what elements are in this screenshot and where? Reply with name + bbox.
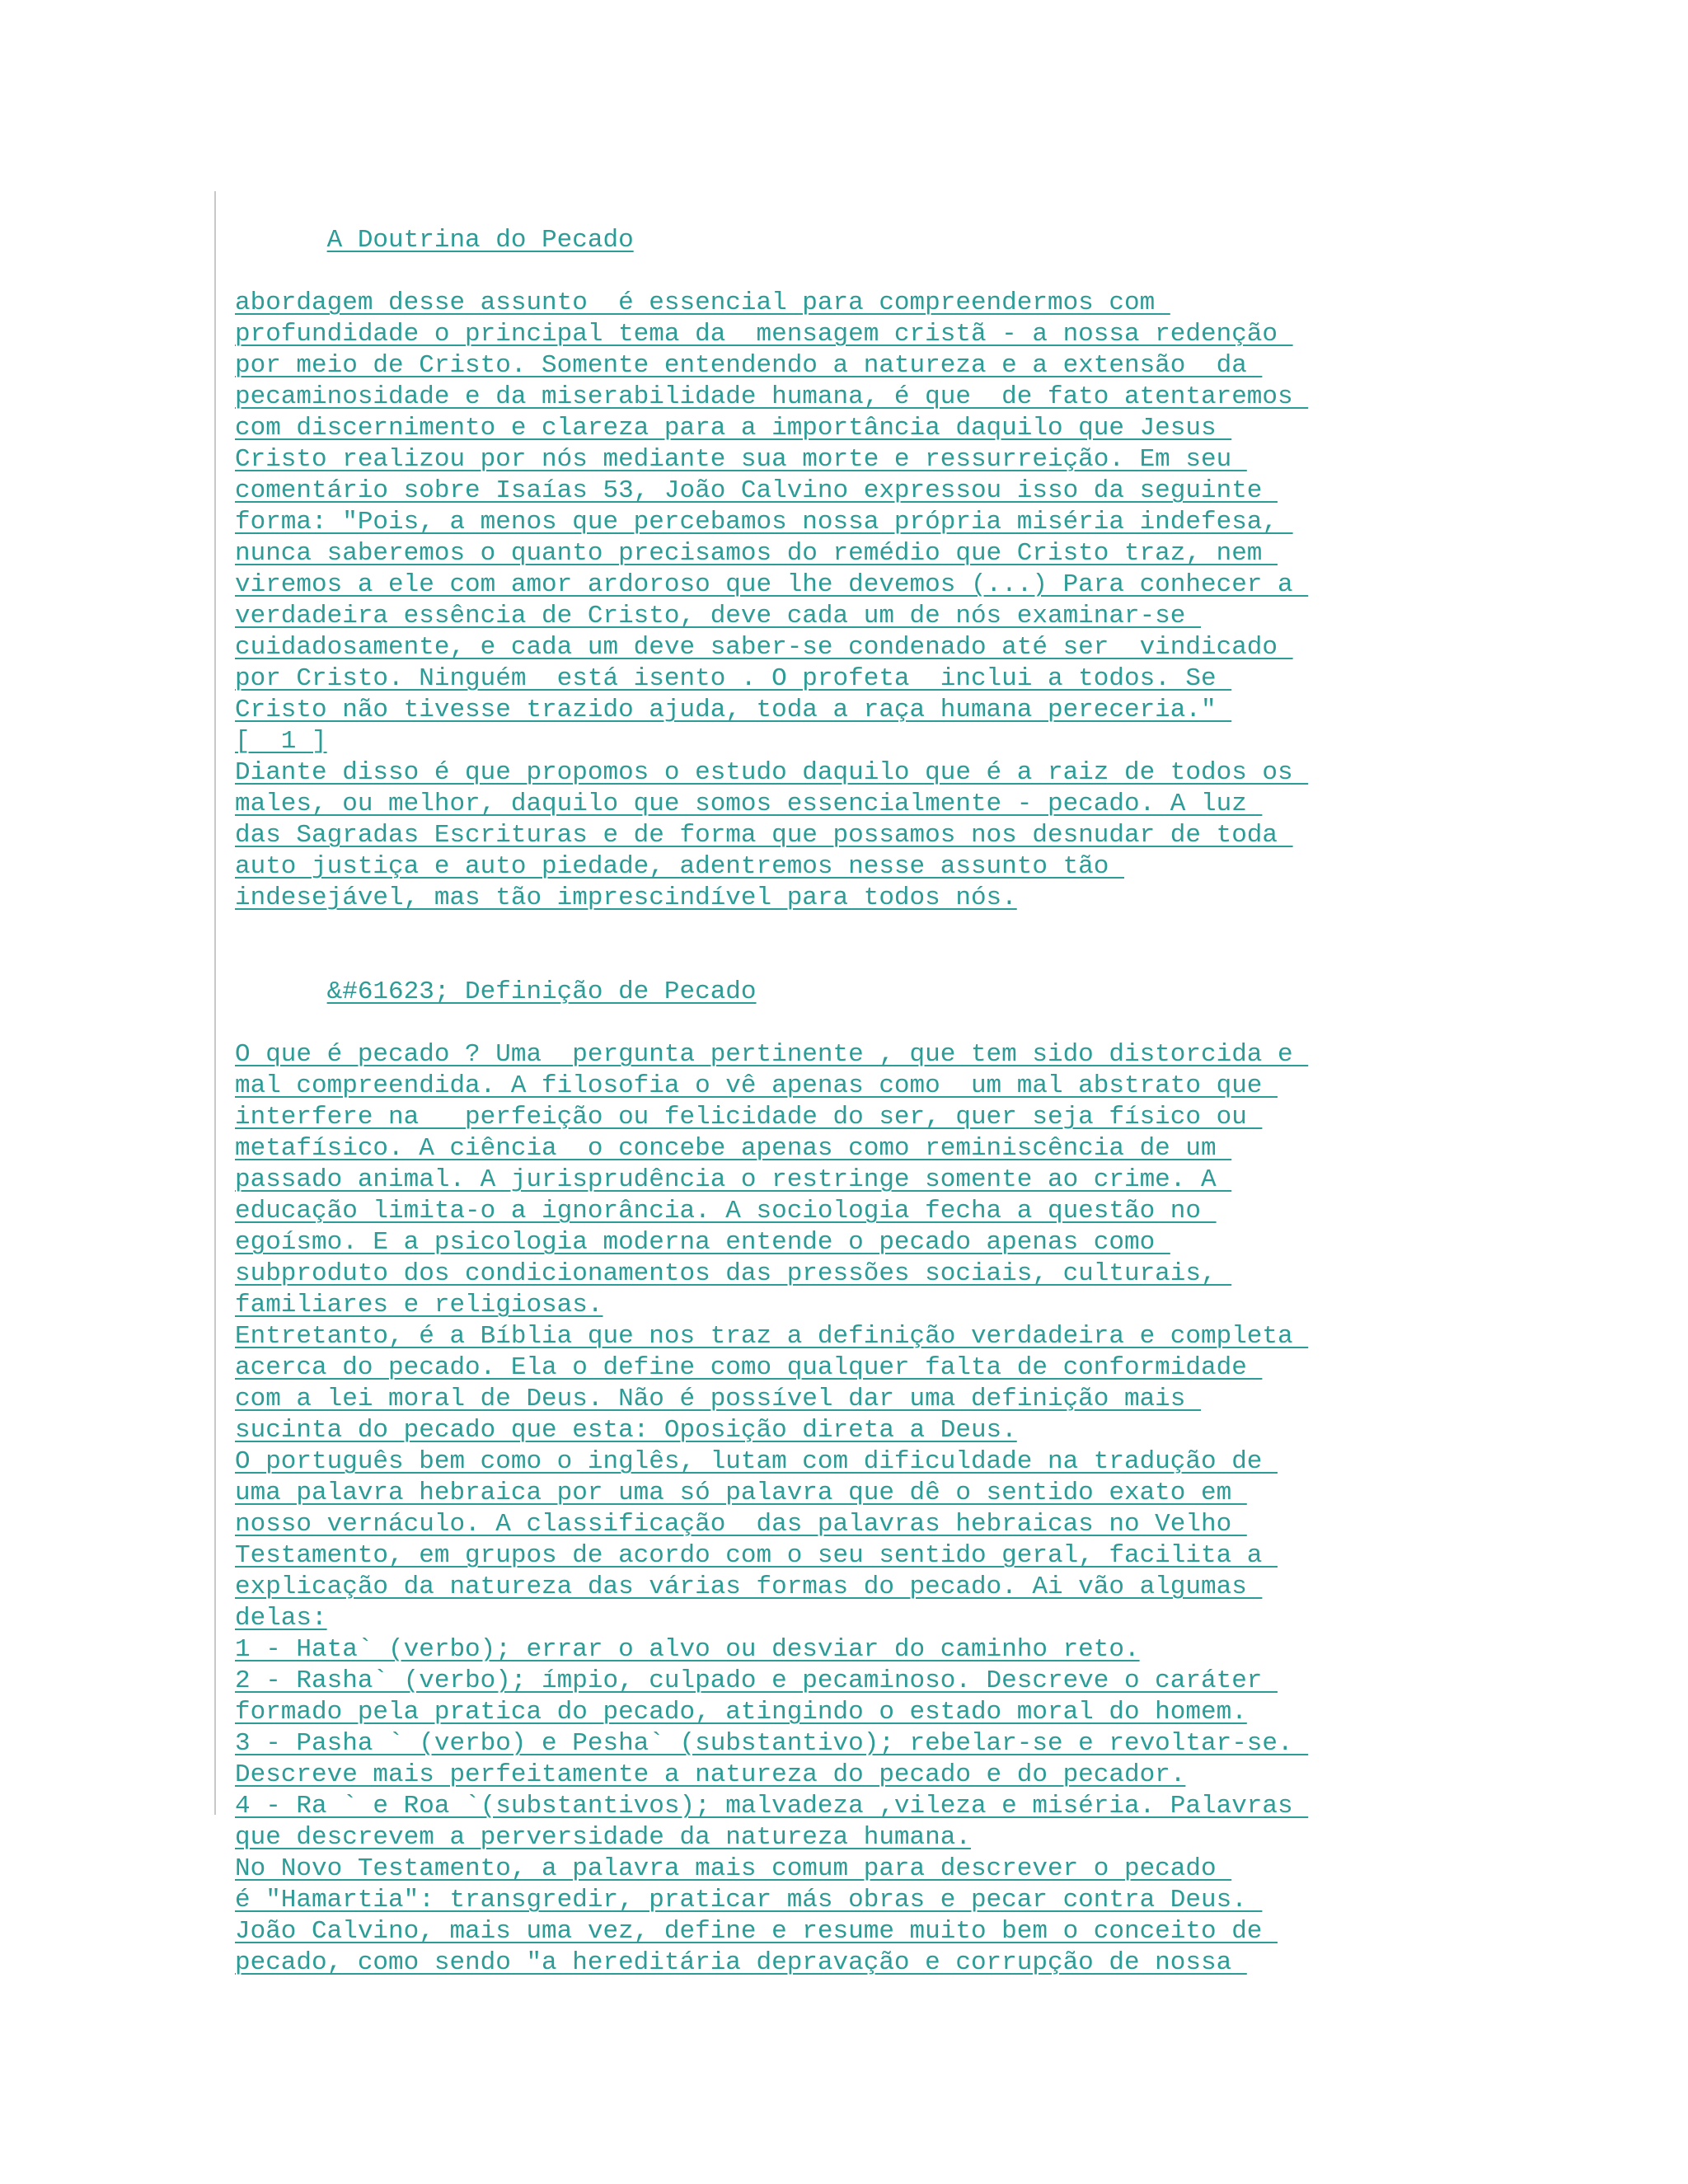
text-line — [235, 1071, 1422, 1102]
text-line-link[interactable]: com discernimento e clareza para a importância daquilo que Jesus — [235, 414, 1232, 443]
text-line-link[interactable]: delas: — [235, 1604, 327, 1633]
text-line-link[interactable]: auto justiça e auto piedade, adentremos nesse assunto tão — [235, 852, 1124, 881]
text-line — [235, 382, 1422, 413]
text-line-link[interactable]: abordagem desse assunto é essencial para compreendermos com — [235, 288, 1170, 317]
text-line — [235, 1415, 1422, 1446]
definition-section — [235, 1039, 1422, 1979]
document-title-line — [235, 194, 1422, 255]
text-line — [235, 444, 1422, 476]
text-line-link[interactable]: comentário sobre Isaías 53, João Calvino expressou isso da seguinte — [235, 476, 1278, 505]
text-line — [235, 1039, 1422, 1071]
text-line — [235, 1321, 1422, 1352]
text-line-link[interactable]: familiares e religiosas. — [235, 1291, 603, 1319]
text-line-link[interactable]: [ 1 ] — [235, 727, 327, 756]
text-line — [235, 1697, 1422, 1728]
text-line — [235, 601, 1422, 632]
text-line — [235, 1822, 1422, 1854]
text-line-link[interactable]: João Calvino, mais uma vez, define e resume muito bem o conceito de — [235, 1917, 1278, 1946]
text-line-link[interactable]: sucinta do pecado que esta: Oposição direta a Deus. — [235, 1416, 1017, 1445]
text-line-link[interactable]: formado pela pratica do pecado, atingindo o estado moral do homem. — [235, 1698, 1247, 1727]
spacer — [235, 914, 1422, 945]
text-line-link[interactable]: forma: "Pois, a menos que percebamos nossa própria miséria indefesa, — [235, 508, 1293, 537]
text-line-link[interactable]: No Novo Testamento, a palavra mais comum para descrever o pecado — [235, 1854, 1232, 1883]
text-line-link[interactable]: com a lei moral de Deus. Não é possível dar uma definição mais — [235, 1385, 1201, 1413]
text-line-link[interactable]: profundidade o principal tema da mensagem cristã - a nossa redenção — [235, 320, 1293, 349]
text-line — [235, 1728, 1422, 1760]
document-body — [235, 194, 1422, 1979]
text-line-link[interactable]: Cristo não tivesse trazido ajuda, toda a raça humana pereceria." — [235, 696, 1232, 724]
text-line — [235, 1666, 1422, 1697]
text-line-link[interactable]: acerca do pecado. Ela o define como qualquer falta de conformidade — [235, 1353, 1263, 1382]
text-line — [235, 1634, 1422, 1666]
text-line-link[interactable]: nunca saberemos o quanto precisamos do remédio que Cristo traz, nem — [235, 539, 1278, 568]
text-line — [235, 350, 1422, 382]
text-line-link[interactable]: 3 - Pasha ` (verbo) e Pesha` (substantivo); rebelar-se e revoltar-se. — [235, 1729, 1309, 1758]
text-line-link[interactable]: viremos a ele com amor ardoroso que lhe devemos (...) Para conhecer a — [235, 570, 1309, 599]
text-line-link[interactable]: interfere na perfeição ou felicidade do ser, quer seja físico ou — [235, 1103, 1263, 1132]
text-line-link[interactable]: O português bem como o inglês, lutam com dificuldade na tradução de — [235, 1447, 1278, 1476]
text-line-link[interactable]: O que é pecado ? Uma pergunta pertinente , que tem sido distorcida e — [235, 1040, 1309, 1069]
text-line-link[interactable]: subproduto dos condicionamentos das pressões sociais, culturais, — [235, 1259, 1232, 1288]
text-line-link[interactable]: é "Hamartia": transgredir, praticar más obras e pecar contra Deus. — [235, 1886, 1263, 1915]
text-line-link[interactable]: que descrevem a perversidade da natureza humana. — [235, 1823, 971, 1852]
text-line — [235, 1509, 1422, 1540]
text-line-link[interactable]: Descreve mais perfeitamente a natureza do pecado e do pecador. — [235, 1760, 1186, 1789]
text-line — [235, 1102, 1422, 1133]
text-line — [235, 1854, 1422, 1885]
text-line — [235, 820, 1422, 851]
text-line — [235, 1384, 1422, 1415]
text-line — [235, 1947, 1422, 1979]
text-line-link[interactable]: uma palavra hebraica por uma só palavra que dê o sentido exato em — [235, 1479, 1247, 1507]
text-line-link[interactable]: cuidadosamente, e cada um deve saber-se condenado até ser vindicado — [235, 633, 1293, 662]
text-line — [235, 663, 1422, 695]
text-line — [235, 538, 1422, 569]
text-line — [235, 1133, 1422, 1165]
text-line-link[interactable]: nosso vernáculo. A classificação das palavras hebraicas no Velho — [235, 1510, 1247, 1539]
text-line-link[interactable]: males, ou melhor, daquilo que somos essencialmente - pecado. A luz — [235, 790, 1263, 818]
text-line — [235, 476, 1422, 507]
text-line — [235, 1478, 1422, 1509]
text-line — [235, 1290, 1422, 1321]
text-line — [235, 1791, 1422, 1822]
text-line-link[interactable]: 4 - Ra ` e Roa `(substantivos); malvadeza ,vileza e miséria. Palavras — [235, 1792, 1309, 1821]
text-line — [235, 507, 1422, 538]
text-line — [235, 726, 1422, 757]
text-line — [235, 757, 1422, 789]
text-line-link[interactable]: Diante disso é que propomos o estudo daquilo que é a raiz de todos os — [235, 758, 1309, 787]
text-line-link[interactable]: pecado, como sendo "a hereditária depravação e corrupção de nossa — [235, 1948, 1247, 1977]
text-line-link[interactable]: Testamento, em grupos de acordo com o seu sentido geral, facilita a — [235, 1541, 1278, 1570]
text-line — [235, 1885, 1422, 1916]
text-line — [235, 1572, 1422, 1603]
text-line — [235, 1258, 1422, 1290]
text-line-link[interactable]: educação limita-o a ignorância. A sociologia fecha a questão no — [235, 1197, 1217, 1226]
text-line — [235, 851, 1422, 883]
text-line-link[interactable]: explicação da natureza das várias formas do pecado. Ai vão algumas — [235, 1572, 1263, 1601]
text-line — [235, 883, 1422, 914]
text-line — [235, 1916, 1422, 1947]
text-line — [235, 319, 1422, 350]
text-line-link[interactable]: Entretanto, é a Bíblia que nos traz a definição verdadeira e completa — [235, 1322, 1309, 1351]
text-line — [235, 1603, 1422, 1634]
text-line-link[interactable]: mal compreendida. A filosofia o vê apenas como um mal abstrato que — [235, 1071, 1278, 1100]
text-line-link[interactable]: por meio de Cristo. Somente entendendo a natureza e a extensão da — [235, 351, 1263, 380]
text-line — [235, 1196, 1422, 1227]
text-line — [235, 695, 1422, 726]
text-line — [235, 1760, 1422, 1791]
text-line — [235, 1227, 1422, 1258]
text-line-link[interactable]: verdadeira essência de Cristo, deve cada um de nós examinar-se — [235, 602, 1201, 630]
text-line — [235, 789, 1422, 820]
text-line-link[interactable]: metafísico. A ciência o concebe apenas como reminiscência de um — [235, 1134, 1232, 1163]
text-line-link[interactable]: por Cristo. Ninguém está isento . O profeta inclui a todos. Se — [235, 664, 1232, 693]
text-line-link[interactable]: 2 - Rasha` (verbo); ímpio, culpado e pecaminoso. Descreve o caráter — [235, 1666, 1278, 1695]
text-line-link[interactable]: egoísmo. E a psicologia moderna entende o pecado apenas como — [235, 1228, 1170, 1257]
text-line-link[interactable]: passado animal. A jurisprudência o restringe somente ao crime. A — [235, 1165, 1232, 1194]
left-margin-rule — [214, 191, 216, 1815]
text-line — [235, 632, 1422, 663]
text-line — [235, 1446, 1422, 1478]
section-heading-line — [235, 945, 1422, 1006]
text-line-link[interactable]: pecaminosidade e da miserabilidade humana, é que de fato atentaremos — [235, 382, 1309, 411]
document-title[interactable]: A Doutrina do Pecado — [326, 226, 634, 255]
text-line-link[interactable]: indesejável, mas tão imprescindível para todos nós. — [235, 883, 1017, 912]
text-line — [235, 1165, 1422, 1196]
text-line — [235, 413, 1422, 444]
text-line-link[interactable]: das Sagradas Escrituras e de forma que possamos nos desnudar de toda — [235, 821, 1293, 850]
text-line-link[interactable]: Cristo realizou por nós mediante sua morte e ressurreição. Em seu — [235, 445, 1247, 474]
intro-paragraph — [235, 288, 1422, 914]
text-line — [235, 1352, 1422, 1384]
text-line-link[interactable]: 1 - Hata` (verbo); errar o alvo ou desviar do caminho reto. — [235, 1635, 1140, 1664]
section-heading[interactable]: &#61623; Definição de Pecado — [326, 977, 757, 1006]
text-line — [235, 569, 1422, 601]
text-line — [235, 1540, 1422, 1572]
text-line — [235, 288, 1422, 319]
